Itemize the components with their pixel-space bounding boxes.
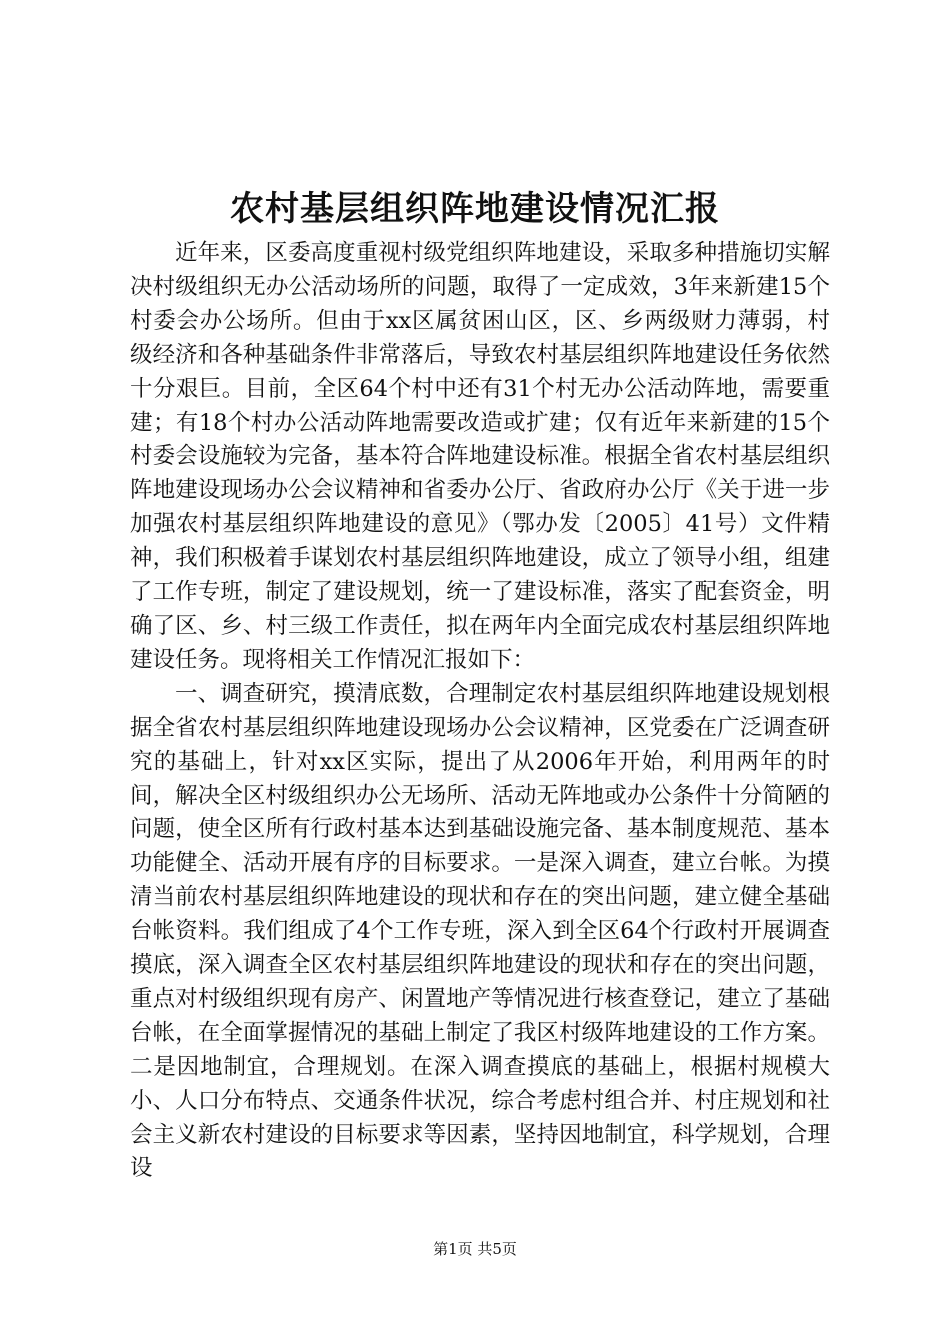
paragraph-intro: 近年来，区委高度重视村级党组织阵地建设，采取多种措施切实解决村级组织无办公活动场所的问题，取得了一定成效，3年来新建15个村委会办公场所。但由于xx区属贫困山区，区、乡两级财力薄弱，村级经济和各种基础条件非常落后，导致农村基层组织阵地建设任务依然十分艰巨。目前，全区64个村中还有31个村无办公活动阵地，需要重建；有18个村办公活动阵地需要改造或扩建；仅有近年来新建的15个村委会设施较为完备，基本符合阵地建设标准。根据全省农村基层组织阵地建设现场办公会议精神和省委办公厅、省政府办公厅《关于进一步加强农村基层组织阵地建设的意见》（鄂办发〔2005〕41号）文件精神，我们积极着手谋划农村基层组织阵地建设，成立了领导小组，组建了工作专班，制定了建设规划，统一了建设标准，落实了配套资金，明确了区、乡、村三级工作责任，拟在两年内全面完成农村基层组织阵地建设任务。现将相关工作情况汇报如下： [130, 240, 830, 673]
page-footer: 第1页 共5页 [433, 1240, 517, 1258]
document-body [130, 237, 830, 1186]
paragraph-section-one: 一、调查研究，摸清底数，合理制定农村基层组织阵地建设规划根据全省农村基层组织阵地建设现场办公会议精神，区党委在广泛调查研究的基础上，针对xx区实际，提出了从2006年开始，利用两年的时间，解决全区村级组织办公无场所、活动无阵地或办公条件十分简陋的问题，使全区所有行政村基本达到基础设施完备、基本制度规范、基本功能健全、活动开展有序的目标要求。一是深入调查，建立台帐。为摸清当前农村基层组织阵地建设的现状和存在的突出问题，建立健全基础台帐资料。我们组成了4个工作专班，深入到全区64个行政村开展调查摸底，深入调查全区农村基层组织阵地建设的现状和存在的突出问题，重点对村级组织现有房产、闲置地产等情况进行核查登记，建立了基础台帐，在全面掌握情况的基础上制定了我区村级阵地建设的工作方案。二是因地制宜，合理规划。在深入调查摸底的基础上，根据村规模大小、人口分布特点、交通条件状况，综合考虑村组合并、村庄规划和社会主义新农村建设的目标要求等因素，坚持因地制宜，科学规划，合理设 [130, 680, 830, 1182]
document-title: 农村基层组织阵地建设情况汇报 [230, 189, 720, 229]
